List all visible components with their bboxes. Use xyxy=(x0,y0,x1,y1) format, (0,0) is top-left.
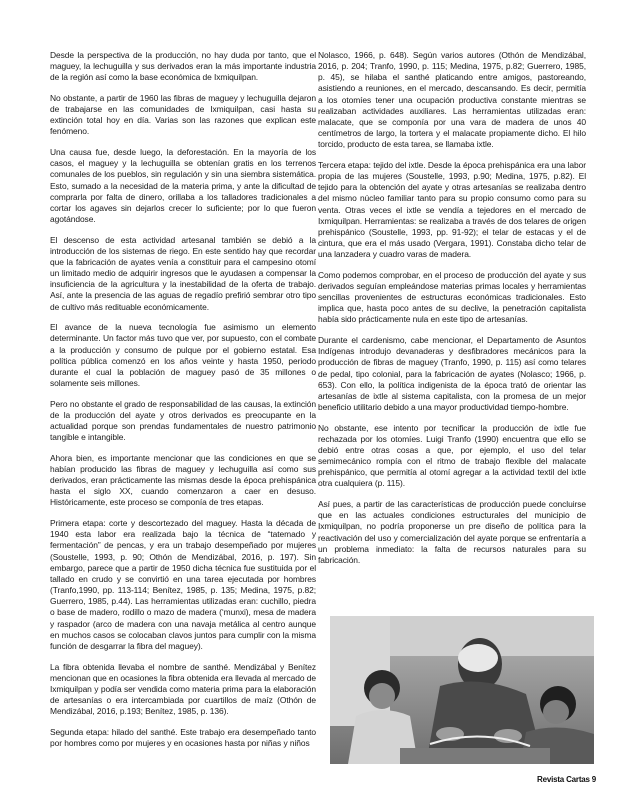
paragraph-right-6: Así pues, a partir de las características de producción puede concluirse que en las actuales condiciones estructurales del municipio de Ixmiquilpan, no podría proponerse un pre diseño de política para la reactivación del uso y comercialización del ayate porque se enfrentaría a un problema inmediato: la falta de recursos naturales para su fabricación. xyxy=(318,499,586,565)
paragraph-left-7: Ahora bien, es importante mencionar que las condiciones en que se habían producido las fibras de maguey y lechuguilla así como sus derivados, eran prácticamente las mismas desde la época prehispánica hasta el siglo XX, cuando comenzaron a caer en desuso. Históricamente, este proceso se componía de tres etapas. xyxy=(50,452,316,508)
paragraph-left-2: No obstante, a partir de 1960 las fibras de maguey y lechuguilla dejaron de trabajarse en las comunidades de Ixmiquilpan, casi hasta su extinción total hoy en día. Varias son las razones que explican este fenómeno. xyxy=(50,92,316,137)
photo-elder-and-children-weaving xyxy=(330,616,594,764)
paragraph-left-4: El descenso de esta actividad artesanal también se debió a la introducción de los sistemas de riego. En este sentido hay que recordar que la fabricación de ayates venía a constituir para el campesino otomí un limitado medio de adquirir ingresos que le ayudasen a compensar la insuficiencia de la agricultura y la inestabilidad de la oferta de trabajo. Así, ante la presencia de las aguas de regadío prefirió sembrar otro tipo de cultivo más redituable económicamente. xyxy=(50,234,316,312)
paragraph-left-6: Pero no obstante el grado de responsabilidad de las causas, la extinción de la producción del ayate y otros derivados es preocupante en la actualidad porque son prendas fundamentales de nuestro patrimonio tangible e intangible. xyxy=(50,398,316,443)
paragraph-right-1: Nolasco, 1966, p. 648). Según varios autores (Othón de Mendizábal, 2016, p. 204; Tranfo, 1990, p. 115; Medina, 1975, p.82; Guerrero, 1985, p. 45), se hilaba el santhé platicando entre amigos, pastoreando, asistiendo a reuniones, en el mercado, descansando. Es decir, permitía a los otomíes tener una ocupación productiva constante mientras se realizaban actividades auxiliares. Las herramientas utilizadas eran: malacate, que se componía por una vara de madera de unos 40 centímetros de largo, la tortera y el malacate propiamente dicho. El hilo torcido, producto de esta tarea, se llamaba ixtle. xyxy=(318,50,586,150)
paragraph-left-8: Primera etapa: corte y descortezado del maguey. Hasta la década de 1940 esta labor era realizada bajo la técnica de “tatemado y fermentación” de pencas, y era un trabajo desempeñado por mujeres (Soustelle, 1993, p. 90; Othón de Mendizábal, 2016, p. 197). Sin embargo, parece que a partir de 1950 dicha técnica fue sustituida por el tallado en crudo y se convirtió en una tarea ejecutada por hombres (Tranfo,1990, pp. 113-114; Benítez, 1985, p. 135; Medina, 1975, p.82; Guerrero, 1985, p.44). Las herramientas utilizadas eran: cuchillo, piedra o base de madero, rodillo o mazo de madera (‘munxi), mesa de madera y raspador (arco de madera con una navaja metálica al centro aunque en muchos casos se colocaban clavos juntos para cumplir con la misma función de desgarrar la fibra del maguey). xyxy=(50,518,316,651)
paragraph-right-4: Durante el cardenismo, cabe mencionar, el Departamento de Asuntos Indígenas introdujo devanaderas y desfibradores mecánicos para la producción de fibras de maguey (Tranfo, 1990, p. 115) así como telares de pedal, tipo colonial, para la fabricación de ayates (Nolasco; 1966, p. 653). Con ello, la política indigenista de la época trató de orientar las artesanías de ixtle al sistema capitalista, con la promesa de un mejor beneficio utilitario debido a una mayor productividad tiempo-hombre. xyxy=(318,335,586,413)
paragraph-right-3: Como podemos comprobar, en el proceso de producción del ayate y sus derivados seguían empleándose materias primas locales y herramientas sencillas provenientes de estructuras económicas tradicionales. Esto implica que, hasta poco antes de su declive, la penetración capitalista había sido prácticamente nula en este tipo de artesanías. xyxy=(318,269,586,325)
footer-page-label: Revista Cartas 9 xyxy=(537,775,597,784)
paragraph-right-5: No obstante, ese intento por tecnificar la producción de ixtle fue rechazada por los otomíes. Luigi Tranfo (1990) encuentra que ello se debió entre otras cosas a que, por ejemplo, el uso del telar semimecánico rompía con el ritmo de trabajo flexible del malacate prehispánico, que permitía al otomí agregar a la actividad textil del ixtle otra cualquiera (p. 115). xyxy=(318,422,586,489)
paragraph-left-10: Segunda etapa: hilado del santhé. Este trabajo era desempeñado tanto por hombres como por mujeres y en ocasiones hasta por niñas y niños xyxy=(50,726,316,748)
photo-illustration xyxy=(330,616,594,764)
paragraph-left-1: Desde la perspectiva de la producción, no hay duda por tanto, que el maguey, la lechuguilla y sus derivados eran la más importante industria de la región así como la base económica de Ixmiquilpan. xyxy=(50,50,316,83)
paragraph-left-3: Una causa fue, desde luego, la deforestación. En la mayoría de los casos, el maguey y la lechuguilla se obtenían gratis en los terrenos comunales de los pueblos, sin regulación y sin una siembra sistemática. Esto, sumado a la necesidad de la materia prima, y ante la dificultad de comprarla por falta de dinero, orillaba a los talladores tradicionales a cortar los agaves sin dejarlos crecer lo suficiente; por lo que fueron agotándose. xyxy=(50,147,316,225)
paragraph-left-5: El avance de la nueva tecnología fue asimismo un elemento determinante. Un factor más tuvo que ver, por supuesto, con el combate a la producción y consumo de pulque por el gobierno estatal. Esa política pública comenzó en los años veinte y hasta 1950, periodo durante el cual la población de maguey pasó de 35 millones o solamente seis millones. xyxy=(50,322,316,389)
left-column xyxy=(50,50,316,759)
paragraph-left-9: La fibra obtenida llevaba el nombre de santhé. Mendizábal y Benítez mencionan que en ocasiones la fibra obtenida era llevada al mercado de Ixmiquilpan y podía ser vendida como materia prima para la elaboración de artesanías o era intercambiada por cuartillos de maíz (Othón de Mendizábal, 2016, p.193; Benítez, 1985, p. 136). xyxy=(50,661,316,717)
paragraph-right-2: Tercera etapa: tejido del ixtle. Desde la época prehispánica era una labor propia de las mujeres (Soustelle, 1993, p.90; Medina, 1975, p.82). El tejido para la obtención del ayate y otras artesanías se realizaba dentro del mismo núcleo familiar tanto para su propio consumo como para su venta. Otras veces el ixtle se vendía a tejedores en el mercado de Ixmiquilpan. Herramientas: se realizaba a través de dos telares de origen prehispánico (Soustelle, 1993, pp. 91-92); el telar de estacas y el de cintura, que era el más usado (Vergara, 1991). Constaba dicho telar de una lanzadera y cuadro varas de madera. xyxy=(318,159,586,260)
right-column xyxy=(318,50,586,576)
